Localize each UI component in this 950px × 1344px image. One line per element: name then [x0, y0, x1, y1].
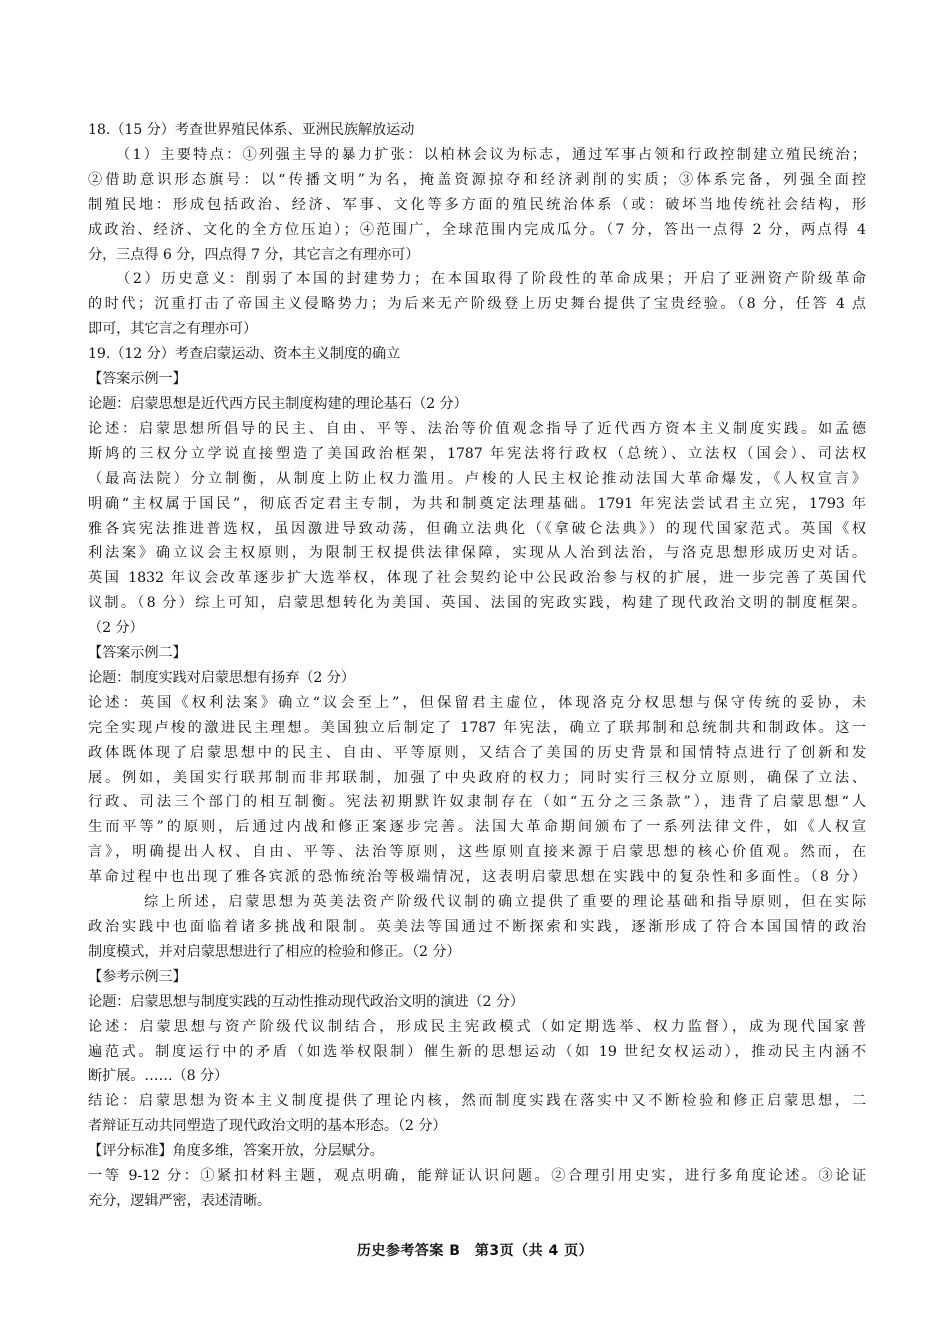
text-line: 18.（15 分）考查世界殖民体系、亚洲民族解放运动 [88, 122, 415, 138]
text-line: 论题：启蒙思想与制度实践的互动性推动现代政治文明的演进（2 分） [88, 993, 524, 1010]
text-line: 论述：启蒙思想所倡导的民主、自由、平等、法治等价值观念指导了近代西方资本主义制度实践。如孟德 [88, 420, 866, 437]
text-line: 制殖民地：形成包括政治、经济、军事、文化等多方面的殖民统治体系（或：破坏当地传统社会结构，形 [88, 196, 866, 213]
text-line: 论题：制度实践对启蒙思想有扬弃（2 分） [88, 669, 355, 686]
text-line: 政体既体现了启蒙思想中的民主、自由、平等原则，又结合了美国的历史背景和国情特点进行了创新和发 [88, 744, 866, 761]
text-line: 完全实现卢梭的激进民主理想。美国独立后制定了 1787 年宪法，确立了联邦制和总统制共和制政体。这一 [88, 719, 866, 736]
text-line: 成政治、经济、文化的全方位压迫）；④范围广，全球范围内完成瓜分。（7 分，答出一点得 2 分，两点得 4 [88, 221, 866, 238]
text-line: 行政、司法三个部门的相互制衡。宪法初期默许奴隶制存在（如“五分之三条款”），违背了启蒙思想“人 [88, 794, 866, 811]
text-line: 断扩展。……（8 分） [88, 1068, 229, 1085]
text-line: 者辩证互动共同塑造了现代政治文明的基本形态。（2 分） [88, 1118, 447, 1135]
text-line: （2 分） [88, 620, 144, 637]
text-line: 的时代；沉重打击了帝国主义侵略势力；为后来无产阶级登上历史舞台提供了宝贵经验。（8 分，任答 4 点 [88, 296, 866, 313]
text-line: 生而平等”的原则，后通过内战和修正案逐步完善。法国大革命期间颁布了一系列法律文件，如《人权宣 [88, 819, 866, 836]
text-line: 雅各宾宪法推进普选权，虽因激进导致动荡，但确立法典化（《拿破仑法典》）的现代国家范式。英国《权 [88, 520, 866, 537]
text-line: 19.（12 分）考查启蒙运动、资本主义制度的确立 [88, 346, 401, 363]
text-line: 论述：英国《权利法案》确立“议会至上”，但保留君主虚位，体现洛克分权思想与保守传统的妥协，未 [88, 694, 866, 711]
text-line: 政治实践中也面临着诸多挑战和限制。英美法等国通过不断探索和实践，逐渐形成了符合本国国情的政治 [88, 919, 866, 935]
text-line: 革命过程中也出现了雅各宾派的恐怖统治等极端情况，这表明启蒙思想在实践中的复杂性和多面性。（8 分） [88, 869, 866, 886]
text-line: 综上所述，启蒙思想为英美法资产阶级代议制的确立提供了重要的理论基础和指导原则，但在实际 [144, 894, 866, 911]
text-line: 分，三点得 6 分，四点得 7 分，其它言之有理亦可） [88, 246, 420, 263]
text-line: （1）主要特点：①列强主导的暴力扩张：以柏林会议为标志，通过军事占领和行政控制建立殖民统治； [116, 146, 866, 163]
text-line: 议制。（8 分）综上可知，启蒙思想转化为美国、英国、法国的宪政实践，构建了现代政治文明的制度框架。 [88, 595, 866, 612]
text-line: 【参考示例三】 [88, 968, 187, 985]
text-line: （最高法院）分立制衡，从制度上防止权力滥用。卢梭的人民主权论推动法国大革命爆发，《人权宣言》 [88, 470, 866, 487]
text-line: 一等 9-12 分：①紧扣材料主题，观点明确，能辩证认识问题。②合理引用史实，进行多角度论述。③论证 [88, 1168, 866, 1185]
text-line: 【答案示例一】 [88, 371, 187, 388]
text-line: 制度模式，并对启蒙思想进行了相应的检验和修正。（2 分） [88, 943, 461, 960]
text-line: 充分，逻辑严密，表述清晰。 [88, 1192, 272, 1209]
text-line: ②借助意识形态旗号：以“传播文明”为名，掩盖资源掠夺和经济剥削的实质；③体系完备，列强全面控 [88, 171, 866, 188]
text-line: 【答案示例二】 [88, 645, 187, 662]
text-line: 明确“主权属于国民”，彻底否定君主专制，为共和制奠定法理基础。1791 年宪法尝试君主立宪，1793 年 [88, 495, 866, 512]
text-line: 遍范式。制度运行中的矛盾（如选举权限制）催生新的思想运动（如 19 世纪女权运动），推动民主内涵不 [88, 1043, 866, 1060]
page-footer: 历史参考答案 B 第3页（共 4 页） [356, 1243, 594, 1259]
text-line: （2）历史意义：削弱了本国的封建势力；在本国取得了阶段性的革命成果；开启了亚洲资产阶级革命 [116, 271, 866, 288]
text-line: 利法案》确立议会主权原则，为限制王权提供法律保障，实现从人治到法治，与洛克思想形成历史对话。 [88, 545, 866, 562]
text-line: 【评分标准】角度多维，答案开放，分层赋分。 [88, 1143, 384, 1160]
text-line: 展。例如，美国实行联邦制而非邦联制，加强了中央政府的权力；同时实行三权分立原则，确保了立法、 [88, 769, 866, 786]
text-line: 即可，其它言之有理亦可） [88, 321, 258, 338]
text-line: 言》，明确提出人权、自由、平等、法治等原则，这些原则直接来源于启蒙思想的核心价值观。然而，在 [88, 844, 866, 861]
text-line: 斯鸠的三权分立学说直接塑造了美国政治框架，1787 年宪法将行政权（总统）、立法权（国会）、司法权 [88, 445, 866, 462]
answer-document [88, 118, 866, 1214]
text-line: 论述：启蒙思想与资产阶级代议制结合，形成民主宪政模式（如定期选举、权力监督），成为现代国家普 [88, 1018, 866, 1035]
text-line: 结论：启蒙思想为资本主义制度提供了理论内核，然而制度实践在落实中又不断检验和修正启蒙思想，二 [88, 1093, 866, 1110]
text-line: 论题：启蒙思想是近代西方民主制度构建的理论基石（2 分） [88, 395, 468, 412]
text-line: 英国 1832 年议会改革逐步扩大选举权，体现了社会契约论中公民政治参与权的扩展，进一步完善了英国代 [88, 570, 866, 587]
